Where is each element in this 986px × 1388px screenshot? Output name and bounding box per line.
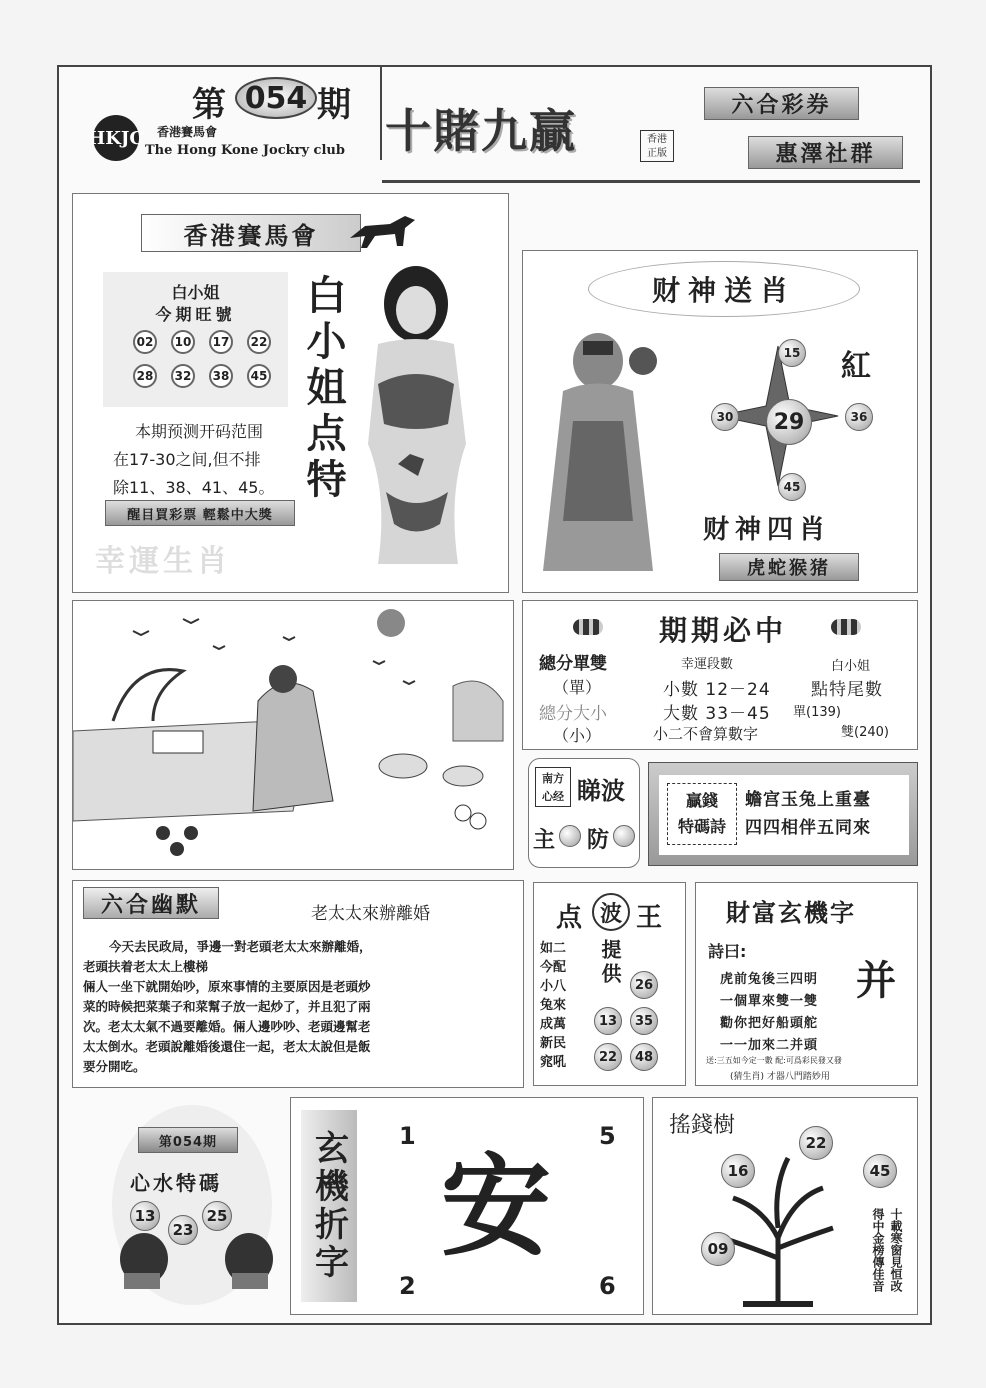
money-tree-icon bbox=[693, 1128, 868, 1308]
caishen-title: 财神送肖 bbox=[588, 261, 860, 317]
humor-line: 今天去民政局，爭邊一對老頭老太太來辦離婚， bbox=[109, 939, 372, 954]
dianbo-poem-line: 如二 bbox=[540, 941, 567, 956]
humor-body bbox=[83, 937, 515, 1077]
wealth-note-1: 送:三五如今定一數 配:可爲彩民發又發 bbox=[706, 1056, 842, 1065]
zhezi-section bbox=[290, 1097, 644, 1315]
qiqi-r3c2: 大數 33－45 bbox=[663, 704, 771, 724]
zhezi-label: 玄機折字 bbox=[301, 1110, 357, 1302]
header-rule bbox=[382, 180, 920, 183]
tree-poem-a: 十載寒窗見恒改 bbox=[889, 1208, 903, 1292]
wealth-line: 虎前兔後三四明 bbox=[720, 972, 819, 987]
tag-community: 惠澤社群 bbox=[748, 136, 903, 169]
humor-line: 太太倒水。老頭說離婚後還住一起，老太太說但是飯 bbox=[83, 1039, 371, 1054]
dianbo-poem-line: 窕吼 bbox=[540, 1055, 567, 1070]
wealth-poem-label: 詩曰: bbox=[708, 942, 747, 961]
wealth-section bbox=[695, 882, 918, 1086]
prediction-line: 本期预测开码范围 bbox=[135, 422, 264, 441]
guard-label: 防 bbox=[587, 827, 610, 853]
lucky-number: 02 bbox=[133, 330, 157, 354]
header-divider bbox=[380, 65, 382, 160]
prediction-line: 在17-30之间,但不排 bbox=[113, 450, 261, 469]
humor-line: 要分開吃。 bbox=[83, 1059, 146, 1074]
badge-top: 香港 bbox=[647, 134, 667, 145]
humor-line: 菜的時候把菜葉子和菜幫子放一起炒了，并且犯了兩 bbox=[83, 999, 371, 1014]
dianbo-title-c: 王 bbox=[636, 903, 663, 933]
lucky-number: 38 bbox=[209, 364, 233, 388]
xinshui-top: 第054期 bbox=[138, 1127, 238, 1153]
color-red: 紅 bbox=[841, 349, 871, 384]
star-number-right: 36 bbox=[845, 403, 873, 431]
dianbo-number: 22 bbox=[594, 1043, 622, 1071]
lucky-number: 45 bbox=[247, 364, 271, 388]
lucky-number: 22 bbox=[247, 330, 271, 354]
xinshui-title: 心水特碼 bbox=[130, 1171, 222, 1195]
model-photo-icon bbox=[348, 264, 483, 574]
zhezi-number-5: 5 bbox=[599, 1122, 616, 1150]
prediction-line: 除11、38、41、45。 bbox=[113, 478, 275, 497]
dianbo-provide: 提供 bbox=[598, 939, 622, 987]
qiqi-section bbox=[522, 600, 918, 750]
dianbo-number: 26 bbox=[630, 971, 658, 999]
tag-lottery: 六合彩券 bbox=[704, 87, 859, 120]
dianbo-poem-line: 兔來 bbox=[540, 998, 567, 1013]
qiqi-r1c1: 總分單雙 bbox=[539, 654, 607, 674]
watch-ball-title: 睇波 bbox=[577, 776, 625, 805]
star-number-bottom: 45 bbox=[778, 473, 806, 501]
issue-number: 054 bbox=[235, 77, 317, 119]
south-badge-line: 心经 bbox=[542, 790, 564, 803]
dianbo-number: 48 bbox=[630, 1043, 658, 1071]
guard-ball-icon bbox=[613, 825, 635, 847]
humor-line: 次。老太太氣不過要離婚。倆人邊吵吵、老頭邊幫老 bbox=[83, 1019, 371, 1034]
scholar-illustration bbox=[72, 600, 514, 870]
lucky-number: 10 bbox=[171, 330, 195, 354]
poem-label: 特碼詩 bbox=[677, 817, 726, 836]
authentic-badge bbox=[640, 130, 674, 162]
zhezi-number-2: 2 bbox=[399, 1272, 416, 1300]
dianbo-number: 35 bbox=[630, 1007, 658, 1035]
dianbo-poem-line: 今配 bbox=[540, 960, 567, 975]
winning-poem-section bbox=[648, 762, 918, 866]
scholar-scene-icon bbox=[73, 601, 513, 869]
dianbo-title-a: 点 bbox=[556, 903, 583, 933]
dianbo-poem bbox=[540, 939, 566, 1072]
horse-rider-icon bbox=[345, 208, 420, 250]
xinshui-number: 25 bbox=[202, 1201, 232, 1231]
lucky-number: 32 bbox=[171, 364, 195, 388]
zhezi-number-6: 6 bbox=[599, 1272, 616, 1300]
coin-icon bbox=[573, 619, 603, 635]
lucky-number: 17 bbox=[209, 330, 233, 354]
four-zodiac-title: 财神四肖 bbox=[703, 515, 832, 545]
south-heart-section bbox=[528, 758, 640, 868]
god-of-wealth-icon bbox=[543, 321, 673, 581]
issue-prefix: 第 bbox=[192, 85, 226, 125]
issue-suffix: 期 bbox=[317, 85, 351, 125]
slogan-plate: 醒目買彩票 輕鬆中大獎 bbox=[105, 500, 295, 526]
xinshui-number: 13 bbox=[130, 1201, 160, 1231]
wealth-note-2: (猜生肖) 才器八門踏妙用 bbox=[730, 1072, 830, 1082]
humor-section bbox=[72, 880, 524, 1088]
wealth-line: 勸你把好船頭舵 bbox=[720, 1016, 819, 1031]
club-name-cn: 香港賽馬會 bbox=[157, 125, 218, 139]
poem-line-1: 蟾宫玉兔上重臺 bbox=[745, 790, 871, 810]
qiqi-r1c3: 白小姐 bbox=[831, 659, 871, 674]
humor-tag: 六合幽默 bbox=[83, 887, 219, 919]
main-label: 主 bbox=[533, 827, 556, 853]
badge-bottom: 正版 bbox=[647, 148, 667, 159]
wealth-line: 一個單來雙一雙 bbox=[720, 994, 819, 1009]
dianbo-section bbox=[533, 882, 686, 1086]
qiqi-r2c1: （單） bbox=[553, 678, 602, 697]
dianbo-title-b: 波 bbox=[592, 893, 630, 931]
humor-line: 倆人一坐下就開始吵，原來事情的主要原因是老頭炒 bbox=[83, 979, 371, 994]
dianbo-poem-line: 小八 bbox=[540, 979, 567, 994]
zhezi-char: 安 bbox=[441, 1143, 551, 1271]
lucky-number: 28 bbox=[133, 364, 157, 388]
tree-title: 搖錢樹 bbox=[669, 1113, 736, 1138]
humor-title: 老太太來辦離婚 bbox=[311, 904, 430, 924]
issue-header bbox=[57, 65, 382, 160]
south-badge-line: 南方 bbox=[542, 772, 564, 785]
poem-label: 贏錢 bbox=[685, 791, 718, 810]
poem-inner bbox=[659, 775, 909, 855]
heading-miss-bai: 白小姐 bbox=[171, 283, 220, 302]
wealth-poem bbox=[720, 969, 818, 1057]
humor-line: 老頭扶着老太太上樓梯 bbox=[83, 959, 209, 974]
qiqi-r2c3: 點特尾數 bbox=[811, 680, 883, 700]
miss-bai-section bbox=[72, 193, 509, 593]
dianbo-number: 13 bbox=[594, 1007, 622, 1035]
prediction-text bbox=[113, 418, 274, 502]
qiqi-r1c2: 幸運段數 bbox=[681, 657, 734, 672]
tree-number: 45 bbox=[863, 1154, 897, 1188]
star-number-center: 29 bbox=[766, 399, 812, 445]
dianbo-poem-line: 成萬 bbox=[540, 1017, 567, 1032]
main-title: 十賭九贏 bbox=[385, 104, 577, 158]
tree-poem-b: 得中金榜傳佳音 bbox=[871, 1208, 885, 1292]
club-name-en: The Hong Kone Jockry club bbox=[145, 143, 345, 158]
faded-zodiac-text: 幸運生肖 bbox=[95, 544, 231, 579]
qiqi-r3c1: 總分大小 bbox=[539, 704, 607, 724]
xinshui-number: 23 bbox=[168, 1215, 198, 1245]
boxing-gloves-icon bbox=[114, 1229, 279, 1295]
wealth-title: 財富玄機字 bbox=[726, 898, 856, 927]
caishen-section bbox=[522, 250, 918, 593]
qiqi-r4c3: 雙(240) bbox=[841, 725, 889, 740]
qiqi-r4c1: （小） bbox=[553, 726, 602, 745]
heading-lucky: 今期旺號 bbox=[155, 305, 236, 324]
star-number-left: 30 bbox=[711, 403, 739, 431]
qiqi-title: 期期必中 bbox=[658, 614, 787, 647]
tree-number: 22 bbox=[799, 1126, 833, 1160]
four-zodiac-plate: 虎蛇猴猪 bbox=[719, 553, 859, 581]
tree-number: 16 bbox=[721, 1154, 755, 1188]
wealth-big-char: 并 bbox=[856, 957, 896, 1004]
poem-line-2: 四四相伴五同來 bbox=[745, 818, 871, 838]
qiqi-r2c2: 小數 12－24 bbox=[663, 680, 771, 700]
money-tree-section bbox=[652, 1097, 918, 1315]
zhezi-number-1: 1 bbox=[399, 1122, 416, 1150]
coin-icon bbox=[831, 619, 861, 635]
south-badge bbox=[535, 767, 571, 807]
qiqi-r4c2: 小二不會算數字 bbox=[653, 725, 759, 743]
miss-bai-vertical-title: 白小姐点特 bbox=[300, 274, 347, 504]
jockey-banner: 香港賽馬會 bbox=[141, 214, 361, 252]
star-number-top: 15 bbox=[778, 339, 806, 367]
main-ball-icon bbox=[559, 825, 581, 847]
qiqi-r3c3: 單(139) bbox=[793, 705, 841, 720]
poem-label-box bbox=[667, 783, 737, 845]
jockey-club-logo-icon: HKJC bbox=[93, 115, 139, 161]
xinshui-section bbox=[72, 1097, 282, 1315]
lucky-numbers-panel bbox=[103, 272, 288, 407]
dianbo-poem-line: 新民 bbox=[540, 1036, 567, 1051]
wealth-line: 一一加來二并頭 bbox=[720, 1038, 819, 1053]
tree-number: 09 bbox=[701, 1232, 735, 1266]
